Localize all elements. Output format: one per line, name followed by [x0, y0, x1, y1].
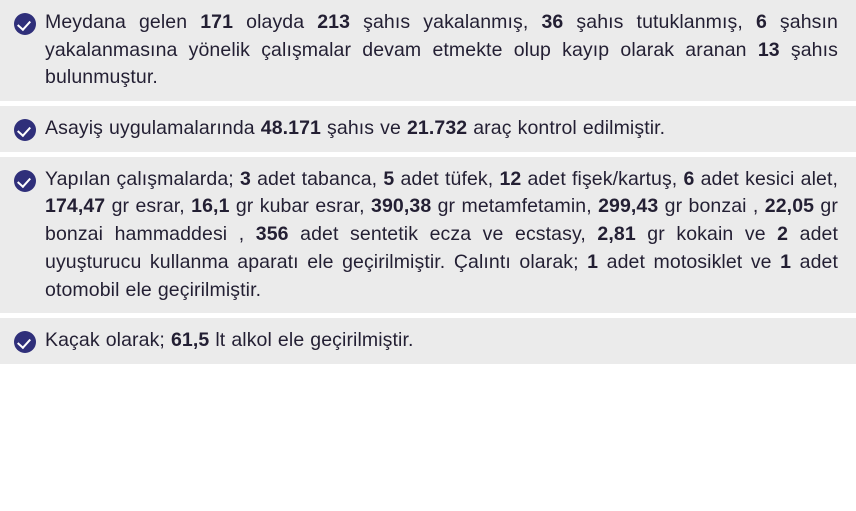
body-text: adet sentetik ecza ve ecstasy,: [288, 223, 598, 246]
emphasized-value: 3: [239, 167, 251, 190]
body-text: adet fişek/kartuş,: [521, 167, 684, 190]
body-text: Yapılan çalışmalarda;: [45, 167, 240, 190]
emphasized-value: 6: [683, 167, 695, 190]
body-text: adet tüfek,: [394, 167, 500, 190]
emphasized-value: 5: [383, 167, 395, 190]
body-text: gr esrar,: [105, 195, 192, 218]
emphasized-value: 1: [587, 250, 599, 273]
body-text: Kaçak olarak;: [45, 329, 171, 352]
body-text: şahıs bulunmuştur.: [45, 38, 838, 89]
report-block-public-order: [0, 106, 856, 152]
body-text: Meydana gelen: [45, 11, 201, 33]
check-circle-icon: [14, 13, 36, 35]
body-text: gr metamfetamin,: [431, 195, 599, 218]
emphasized-value: 12: [499, 167, 522, 190]
body-text: olayda: [233, 11, 318, 33]
emphasized-value: 299,43: [598, 195, 659, 218]
body-text: adet otomobil ele geçirilmiştir.: [45, 250, 839, 301]
emphasized-value: 61,5: [170, 329, 210, 352]
report-block-incidents: [0, 0, 856, 101]
report-block-seizures: [0, 157, 856, 313]
report-block-text: [45, 9, 838, 92]
emphasized-value: 174,47: [45, 195, 106, 218]
body-text: gr bonzai ,: [658, 195, 765, 218]
emphasized-value: 6: [755, 11, 767, 33]
body-text: Asayiş uygulamalarında: [45, 117, 261, 140]
emphasized-value: 48.171: [260, 117, 321, 140]
body-text: gr kokain ve: [635, 223, 778, 246]
check-circle-icon: [14, 170, 36, 192]
report-block-text: [45, 327, 838, 355]
body-text: adet tabanca,: [250, 167, 384, 190]
check-circle-icon: [14, 331, 36, 353]
emphasized-value: 171: [200, 11, 234, 33]
body-text: şahıs tutuklanmış,: [563, 11, 756, 33]
page-footer-space: [0, 364, 856, 511]
emphasized-value: 22,05: [764, 195, 815, 218]
body-text: şahıs yakalanmış,: [350, 11, 542, 33]
body-text: şahıs ve: [321, 117, 407, 140]
body-text: gr bonzai hammaddesi ,: [45, 195, 838, 246]
emphasized-value: 36: [541, 11, 564, 33]
body-text: adet motosiklet ve: [598, 250, 781, 273]
emphasized-value: 1: [780, 250, 792, 273]
emphasized-value: 213: [317, 11, 351, 33]
emphasized-value: 16,1: [191, 195, 230, 218]
emphasized-value: 13: [757, 38, 780, 61]
emphasized-value: 2: [777, 223, 789, 246]
check-circle-icon: [14, 119, 36, 141]
report-block-text: [45, 166, 838, 304]
emphasized-value: 21.732: [406, 117, 468, 140]
body-text: araç kontrol edilmiştir.: [467, 117, 666, 140]
body-text: gr kubar esrar,: [229, 195, 372, 218]
body-text: adet kesici alet,: [694, 167, 838, 190]
emphasized-value: 390,38: [371, 195, 432, 218]
body-text: şahsın yakalanmasına yönelik çalışmalar devam etmekte olup kayıp olarak aranan: [45, 11, 838, 61]
report-block-alcohol: [0, 318, 856, 364]
emphasized-value: 356: [255, 223, 289, 246]
body-text: adet uyuşturucu kullanma aparatı ele geçirilmiştir. Çalıntı olarak;: [45, 223, 839, 273]
body-text: lt alkol ele geçirilmiştir.: [209, 329, 414, 352]
report-block-text: [45, 115, 838, 143]
emphasized-value: 2,81: [597, 223, 636, 246]
